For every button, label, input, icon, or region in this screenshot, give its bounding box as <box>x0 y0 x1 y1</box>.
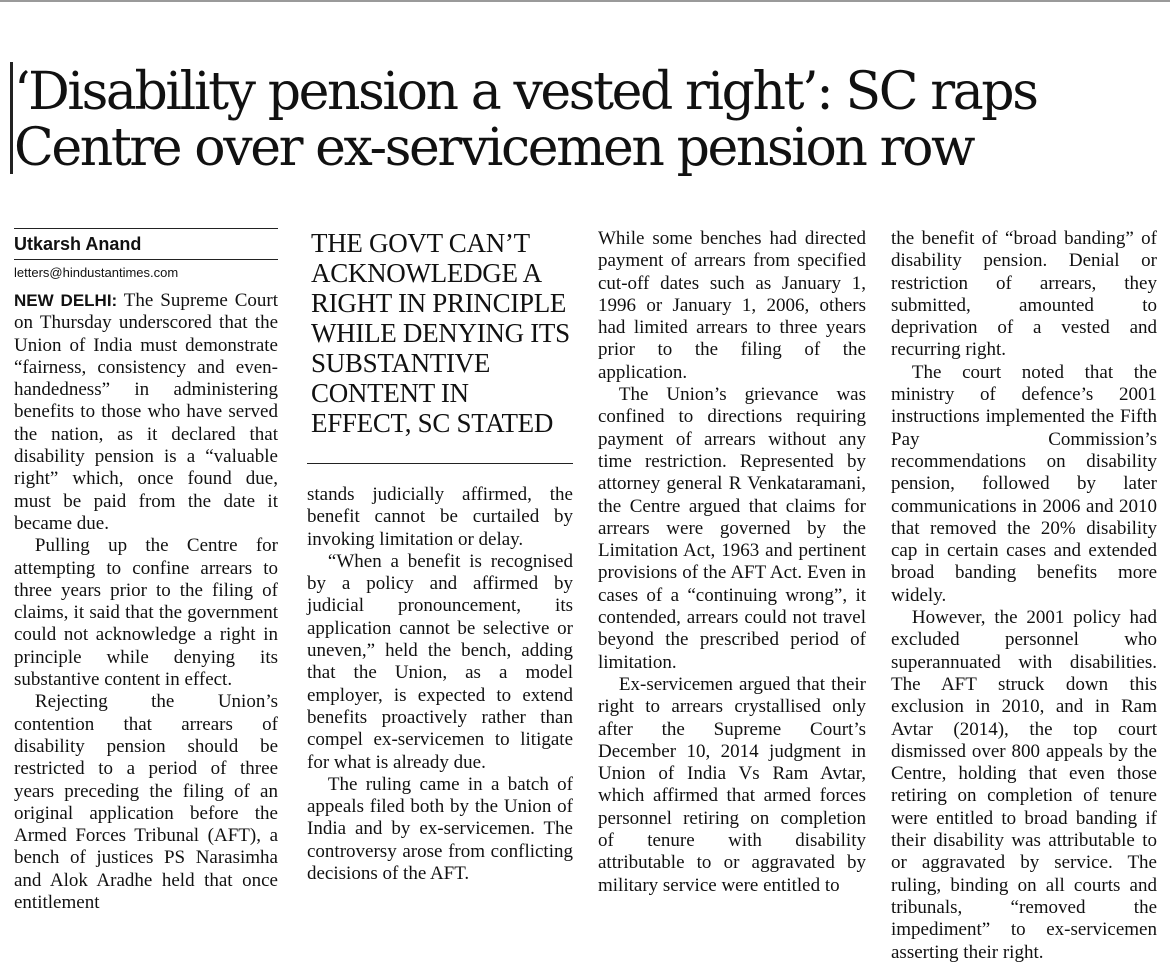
column-1 <box>14 228 278 914</box>
headline-bar <box>10 62 13 174</box>
top-rule <box>0 0 1170 2</box>
paragraph: “When a benefit is recognised by a policy and affirmed by judicial pronouncement, its application cannot be selective or uneven,” held the bench, adding that the Union, as a model employer, is expected to extend benefits proactively rather than compel ex-servicemen to litigate for what is already due. <box>307 550 573 773</box>
column-4 <box>891 228 1157 964</box>
paragraph: stands judicially affirmed, the benefit cannot be curtailed by invoking limitation or delay. <box>307 484 573 550</box>
dateline: NEW DELHI: <box>14 291 118 310</box>
author-name: Utkarsh Anand <box>14 234 142 254</box>
author-email: letters@hindustantimes.com <box>14 259 278 282</box>
paragraph: The Union’s grievance was confined to directions requiring payment of arrears without any time restriction. Represented by attorney general R Venkataramani, the Centre argued that claims for arrears were governed by the Limitation Act, 1963 and pertinent provisions of the AFT Act. Even in cases of a “continuing wrong”, it contended, arrears could not travel beyond the prescribed period of limitation. <box>598 384 866 673</box>
pull-quote: THE GOVT CAN’T ACKNOWLEDGE A RIGHT IN PRINCIPLE WHILE DENYING ITS SUBSTANTIVE CONTENT IN EFFECT, SC STATED <box>307 228 573 464</box>
paragraph: The court noted that the ministry of defence’s 2001 instructions implemented the Fifth Pay Commission’s recommendations on disability pension, followed by later communications in 2006 and 2010 that removed the 20% disability cap in certain cases and extended broad banding benefits more widely. <box>891 361 1157 606</box>
paragraph-text: The Supreme Court on Thursday underscored that the Union of India must demonstrate “fairness, consistency and even-handedness” in administering benefits to those who have served the nation, as it declared that disability pension is a “valuable right” which, once found due, must be paid from the date it became due. <box>14 290 278 534</box>
paragraph: Pulling up the Centre for attempting to confine arrears to three years prior to the filing of claims, it said that the government could not acknowledge a right in principle while denying its substantive content in effect. <box>14 535 278 691</box>
paragraph: Ex-servicemen argued that their right to arrears crystallised only after the Supreme Court’s December 10, 2014 judgment in Union of India Vs Ram Avtar, which affirmed that armed forces personnel retiring on completion of tenure with disability attributable to or aggravated by military service were entitled to <box>598 673 866 896</box>
headline-line-1: ‘Disability pension a vested right’: SC raps <box>14 62 1037 122</box>
paragraph: Rejecting the Union’s contention that arrears of disability pension should be restricted to a period of three years preceding the filing of an original application before the Armed Forces Tribunal (AFT), a bench of justices PS Narasimha and Alok Aradhe held that once entitlement <box>14 691 278 914</box>
paragraph: While some benches had directed payment of arrears from specified cut-off dates such as January 1, 1996 or January 1, 2006, others had limited arrears to three years prior to the filing of the application. <box>598 228 866 383</box>
paragraph: However, the 2001 policy had excluded personnel who superannuated with disabilities. The AFT struck down this exclusion in 2010, and in Ram Avtar (2014), the top court dismissed over 800 appeals by the Centre, holding that even those retiring on completion of tenure were entitled to broad banding if their disability was attributable to or aggravated by service. The ruling, binding on all courts and tribunals, “removed the impediment” to ex-servicemen asserting their right. <box>891 607 1157 963</box>
paragraph <box>14 290 278 535</box>
column-2 <box>307 228 573 885</box>
paragraph: The ruling came in a batch of appeals filed both by the Union of India and by ex-servicemen. The controversy arose from conflicting decisions of the AFT. <box>307 773 573 885</box>
headline-line-2: Centre over ex-servicemen pension row <box>14 118 974 178</box>
headline <box>14 64 1164 176</box>
column-2-body <box>307 484 573 885</box>
paragraph: the benefit of “broad banding” of disability pension. Denial or restriction of arrears, they submitted, amounted to deprivation of a vested and recurring right. <box>891 228 1157 361</box>
column-3 <box>598 228 866 897</box>
